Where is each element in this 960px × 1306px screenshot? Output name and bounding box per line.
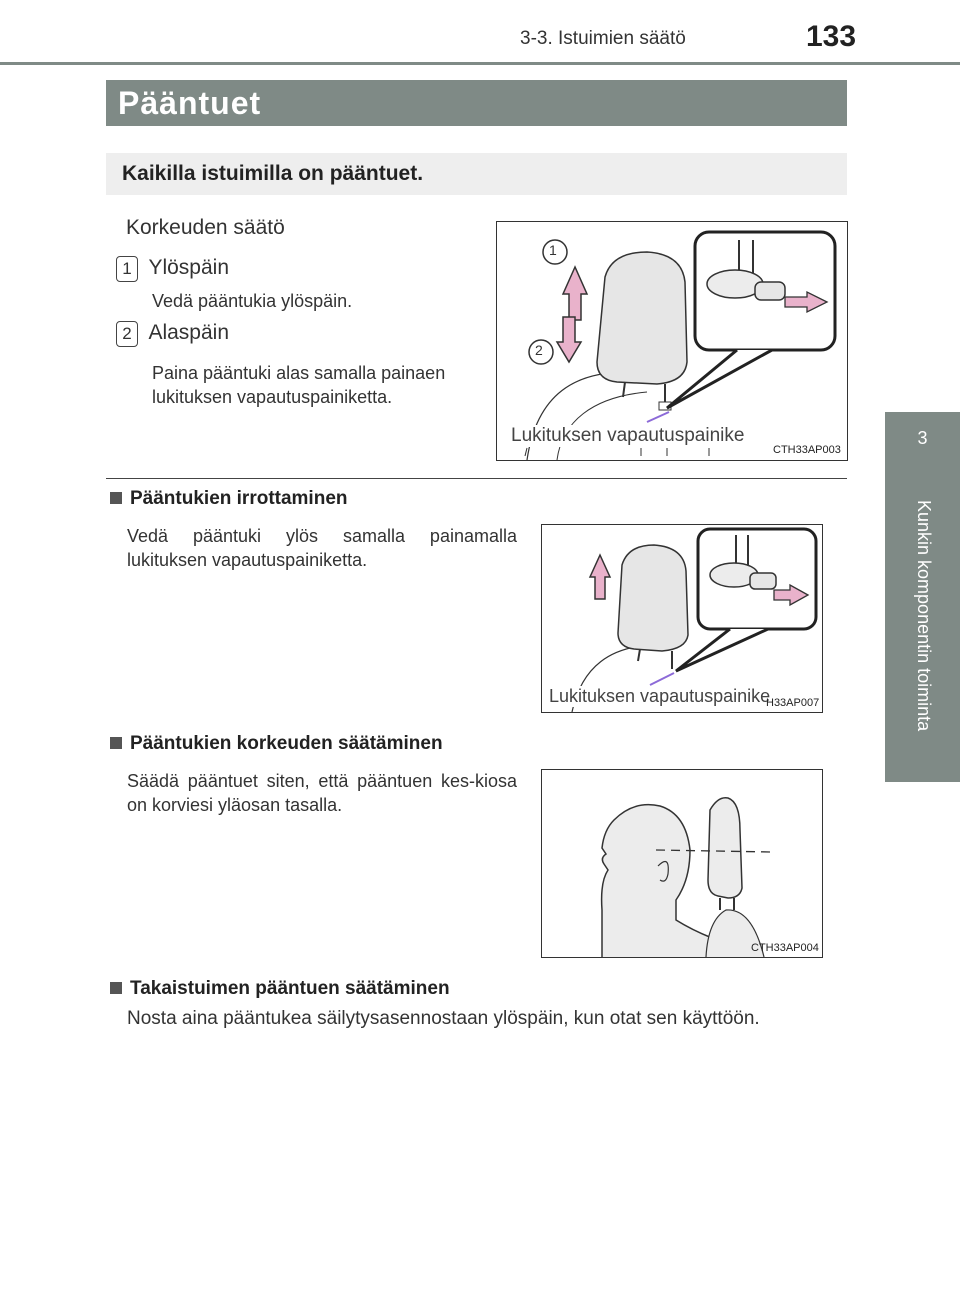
- chapter-number: 3: [917, 428, 928, 448]
- item-down: [116, 321, 229, 347]
- divider: [106, 478, 847, 479]
- section-title: 3-3. Istuimien säätö: [520, 28, 686, 49]
- release-button-label: Lukituksen vapautuspainike: [511, 425, 745, 446]
- figure-code: CTH33AP003: [773, 444, 841, 456]
- figure-headrest-position: [541, 769, 823, 958]
- header-rule: [0, 62, 960, 65]
- section-heading-rear: Takaistuimen pääntuen säätäminen: [110, 978, 450, 1000]
- bullet-square-icon: [110, 737, 122, 749]
- headrest-remove-illustration: [542, 525, 822, 712]
- figure-badge-1: 1: [549, 242, 557, 258]
- head-position-illustration: [542, 770, 822, 957]
- figure-code: H33AP007: [766, 697, 820, 709]
- page-number: 133: [806, 20, 857, 53]
- section-text-remove: Vedä pääntuki ylös samalla painamalla lukituksen vapautuspainiketta.: [127, 526, 517, 570]
- bullet-square-icon: [110, 492, 122, 504]
- page-title: Pääntuet: [118, 85, 262, 121]
- release-button-label: Lukituksen vapautuspainike: [549, 686, 771, 706]
- figure-headrest-adjust: [496, 221, 848, 461]
- item-up: [116, 256, 229, 282]
- item-up-desc: Vedä pääntukia ylöspäin.: [152, 291, 353, 311]
- item-down-desc: Paina pääntuki alas samalla painaen lukituksen vapautuspainiketta.: [152, 363, 446, 407]
- figure-headrest-remove: [541, 524, 823, 713]
- section-text-height: Säädä pääntuet siten, että pääntuen kes-kiosa on korviesi yläosan tasalla.: [127, 771, 517, 815]
- item-down-label: Alaspäin: [148, 321, 230, 344]
- subtitle-bar: [106, 153, 847, 195]
- number-badge-1: 1: [116, 256, 138, 282]
- figure-badge-2: 2: [535, 342, 543, 358]
- number-badge-2: 2: [116, 321, 138, 347]
- page-title-bar: [106, 80, 847, 126]
- section-heading-height: Pääntukien korkeuden säätäminen: [110, 733, 443, 755]
- item-up-label: Ylöspäin: [148, 256, 230, 279]
- section-text-rear: Nosta aina pääntukea säilytysasennostaan ylöspäin, kun otat sen käyttöön.: [127, 1008, 760, 1029]
- subtitle: Kaikilla istuimilla on pääntuet.: [122, 162, 424, 185]
- height-adjust-heading: Korkeuden säätö: [126, 216, 285, 239]
- section-heading-remove: Pääntukien irrottaminen: [110, 488, 348, 510]
- bullet-square-icon: [110, 982, 122, 994]
- figure-code: CTH33AP004: [751, 942, 819, 954]
